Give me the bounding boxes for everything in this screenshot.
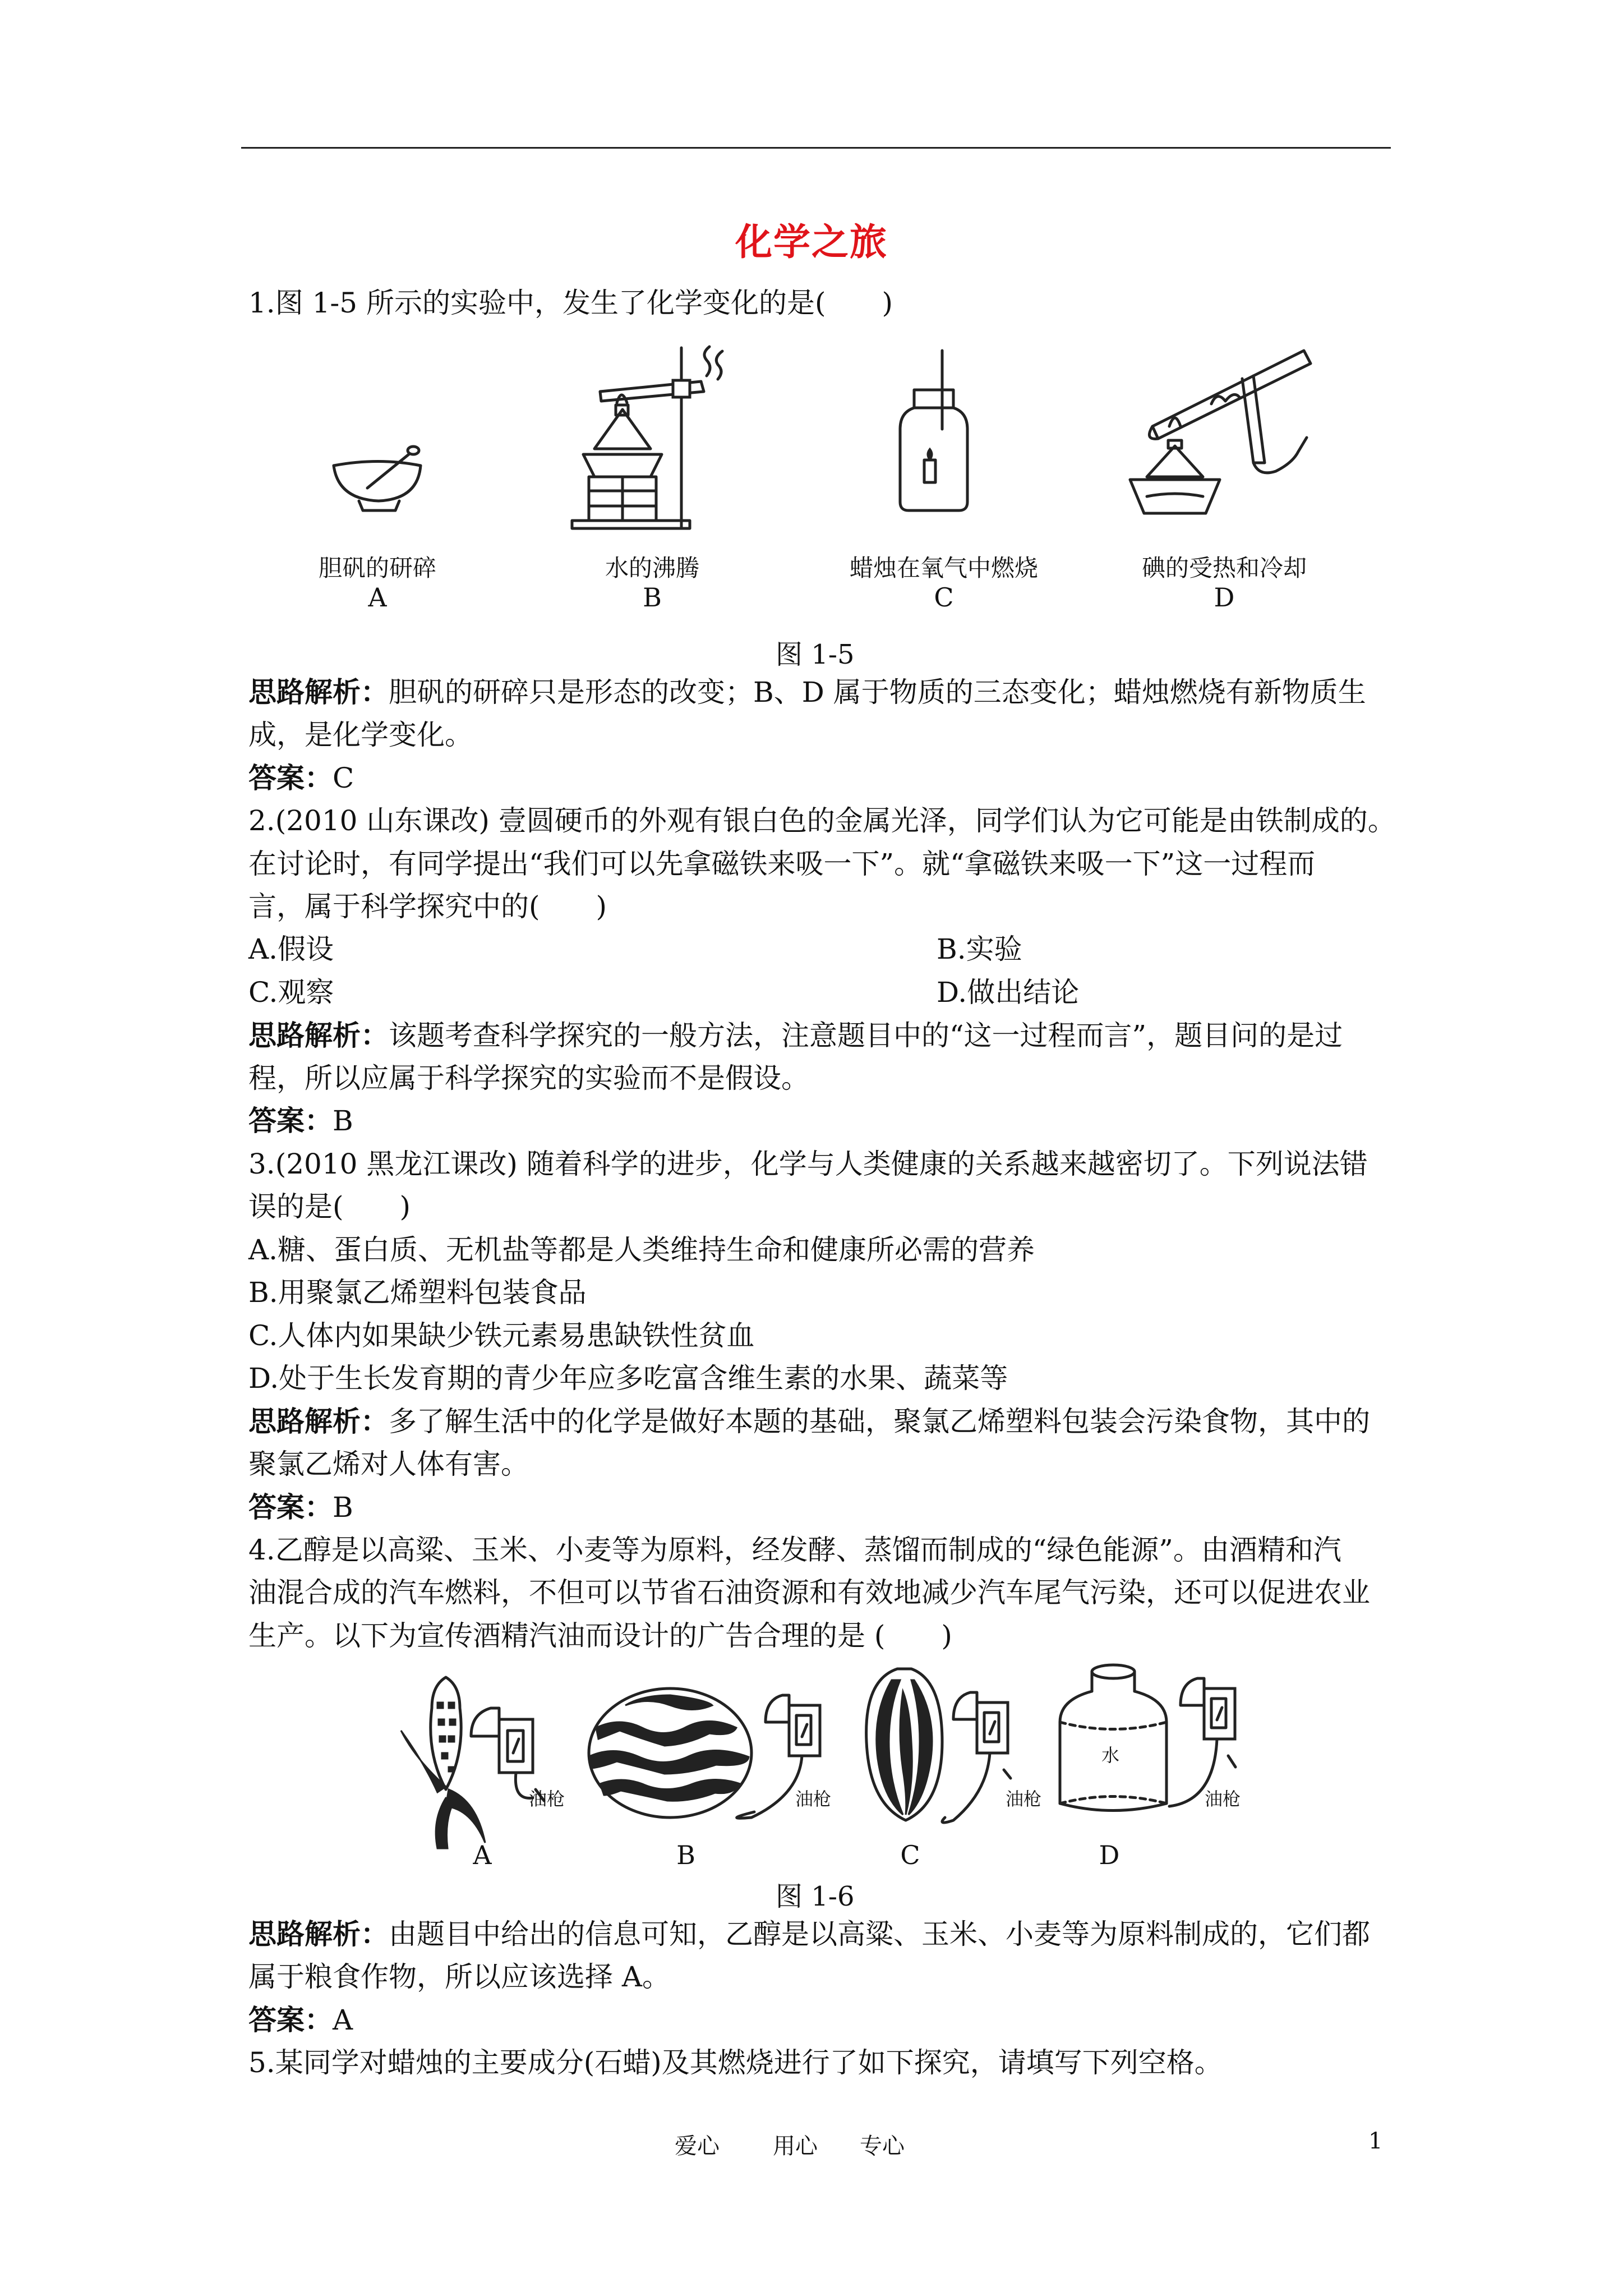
fig15-caption-d: 碘的受热和冷却	[1141, 554, 1307, 582]
q2-stem-line3: 言，属于科学探究中的( )	[248, 890, 607, 923]
fig15-letter-c: C	[934, 582, 954, 613]
footer-motto-2: 用心	[773, 2133, 818, 2159]
fig16-gun-label-b: 油枪	[795, 1788, 831, 1810]
q2-stem-line1: 2.(2010 山东课改) 壹圆硬币的外观有银白色的金属光泽，同学们认为它可能是由铁制成的。	[248, 804, 1396, 837]
q2-answer-label: 答案：	[248, 1104, 333, 1137]
q3-option-b: B.用聚氯乙烯塑料包装食品	[248, 1276, 587, 1309]
q2-option-b: B.实验	[937, 933, 1022, 965]
q4-stem-line1: 4.乙醇是以高粱、玉米、小麦等为原料，经发酵、蒸馏而制成的“绿色能源”。由酒精和汽	[248, 1534, 1341, 1566]
q3-answer-value: B	[333, 1491, 353, 1524]
q3-analysis-label: 思路解析：	[248, 1405, 389, 1438]
q3-stem-line1: 3.(2010 黑龙江课改) 随着科学的进步，化学与人类健康的关系越来越密切了。下列说法错	[248, 1148, 1368, 1180]
q1-stem: 1.图 1-5 所示的实验中，发生了化学变化的是( )	[248, 287, 893, 319]
q2-analysis-text1: 该题考查科学探究的一般方法，注意题目中的“这一过程而言”，题目问的是过	[389, 1019, 1343, 1052]
q1-answer-value: C	[333, 762, 354, 794]
boiling-water-apparatus-icon	[566, 342, 735, 533]
fig16-letter-d: D	[1099, 1840, 1120, 1870]
q4-answer	[248, 1999, 353, 2041]
fig15-letter-d: D	[1214, 582, 1235, 613]
q3-analysis-line1	[248, 1400, 1370, 1443]
q2-option-a: A.假设	[248, 933, 334, 965]
q2-answer-value: B	[333, 1105, 353, 1137]
header-rule	[241, 147, 1391, 149]
iodine-heating-icon	[1113, 342, 1326, 527]
q3-answer-label: 答案：	[248, 1490, 333, 1524]
q3-analysis-text1: 多了解生活中的化学是做好本题的基础，聚氯乙烯塑料包装会污染食物，其中的	[389, 1405, 1370, 1438]
fig16-letter-b: B	[676, 1840, 695, 1870]
q3-option-d: D.处于生长发育期的青少年应多吃富含维生素的水果、蔬菜等	[248, 1362, 1008, 1395]
q1-analysis-line1	[248, 671, 1366, 714]
q4-analysis-text1: 由题目中给出的信息可知，乙醇是以高粱、玉米、小麦等为原料制成的，它们都	[389, 1918, 1370, 1950]
fig16-letter-c: C	[900, 1840, 920, 1870]
q1-analysis-text1: 胆矾的研碎只是形态的改变；B、D 属于物质的三态变化；蜡烛燃烧有新物质生	[389, 676, 1366, 708]
fig16-label: 图 1-6	[776, 1881, 855, 1912]
fig16-gun-label-d: 油枪	[1204, 1788, 1241, 1810]
fig15-caption-a: 胆矾的研碎	[318, 554, 436, 582]
q3-answer	[248, 1486, 353, 1529]
footer-motto-1: 爱心	[675, 2133, 720, 2159]
q4-analysis-line1	[248, 1913, 1370, 1955]
q2-option-d: D.做出结论	[937, 976, 1080, 1009]
q4-answer-label: 答案：	[248, 2003, 333, 2036]
q2-analysis-line1	[248, 1014, 1343, 1057]
q3-option-c: C.人体内如果缺少铁元素易患缺铁性贫血	[248, 1319, 755, 1352]
mortar-pestle-icon	[328, 435, 429, 513]
fig15-caption-b: 水的沸腾	[605, 554, 699, 582]
fig16-gun-label-a: 油枪	[528, 1788, 565, 1810]
q1-analysis-line2: 成，是化学变化。	[248, 719, 473, 751]
page-title: 化学之旅	[735, 220, 888, 264]
q2-analysis-line2: 程，所以应属于科学探究的实验而不是假设。	[248, 1062, 809, 1094]
q1-answer	[248, 757, 354, 799]
corn-fuel-gun-icon	[393, 1669, 572, 1851]
q4-stem-line3: 生产。以下为宣传酒精汽油而设计的广告合理的是 ( )	[248, 1619, 952, 1652]
fig16-bottle-label-d: 水	[1101, 1745, 1119, 1766]
q4-answer-value: A	[333, 2004, 353, 2036]
q4-analysis-label: 思路解析：	[248, 1917, 389, 1950]
q2-stem-line2: 在讨论时，有同学提出“我们可以先拿磁铁来吸一下”。就“拿磁铁来吸一下”这一过程而	[248, 848, 1316, 880]
watermelon-fuel-gun-icon	[586, 1683, 822, 1820]
q3-stem-line2: 误的是( )	[248, 1190, 411, 1223]
q4-analysis-line2: 属于粮食作物，所以应该选择 A。	[248, 1961, 671, 1993]
q5-stem: 5.某同学对蜡烛的主要成分(石蜡)及其燃烧进行了如下探究，请填写下列空格。	[248, 2046, 1223, 2079]
fig16-letter-a: A	[473, 1840, 492, 1870]
q1-analysis-label: 思路解析：	[248, 675, 389, 708]
fig15-caption-c: 蜡烛在氧气中燃烧	[849, 554, 1038, 582]
footer-motto-3: 专心	[860, 2133, 905, 2159]
q2-analysis-label: 思路解析：	[248, 1019, 389, 1052]
q2-answer	[248, 1099, 353, 1142]
q3-analysis-line2: 聚氯乙烯对人体有害。	[248, 1448, 529, 1480]
fig15-letter-b: B	[643, 582, 662, 613]
page-number: 1	[1368, 2128, 1383, 2154]
q2-option-c: C.观察	[248, 976, 334, 1009]
q3-option-a: A.糖、蛋白质、无机盐等都是人类维持生命和健康所必需的营养	[248, 1234, 1035, 1266]
candle-in-oxygen-jar-icon	[897, 351, 970, 513]
fig16-gun-label-c: 油枪	[1005, 1788, 1041, 1810]
q1-answer-label: 答案：	[248, 761, 333, 794]
q4-stem-line2: 油混合成的汽车燃料，不但可以节省石油资源和有效地减少汽车尾气污染，还可以促进农业	[248, 1576, 1370, 1609]
fig15-label: 图 1-5	[776, 639, 855, 670]
fig15-letter-a: A	[368, 582, 387, 613]
